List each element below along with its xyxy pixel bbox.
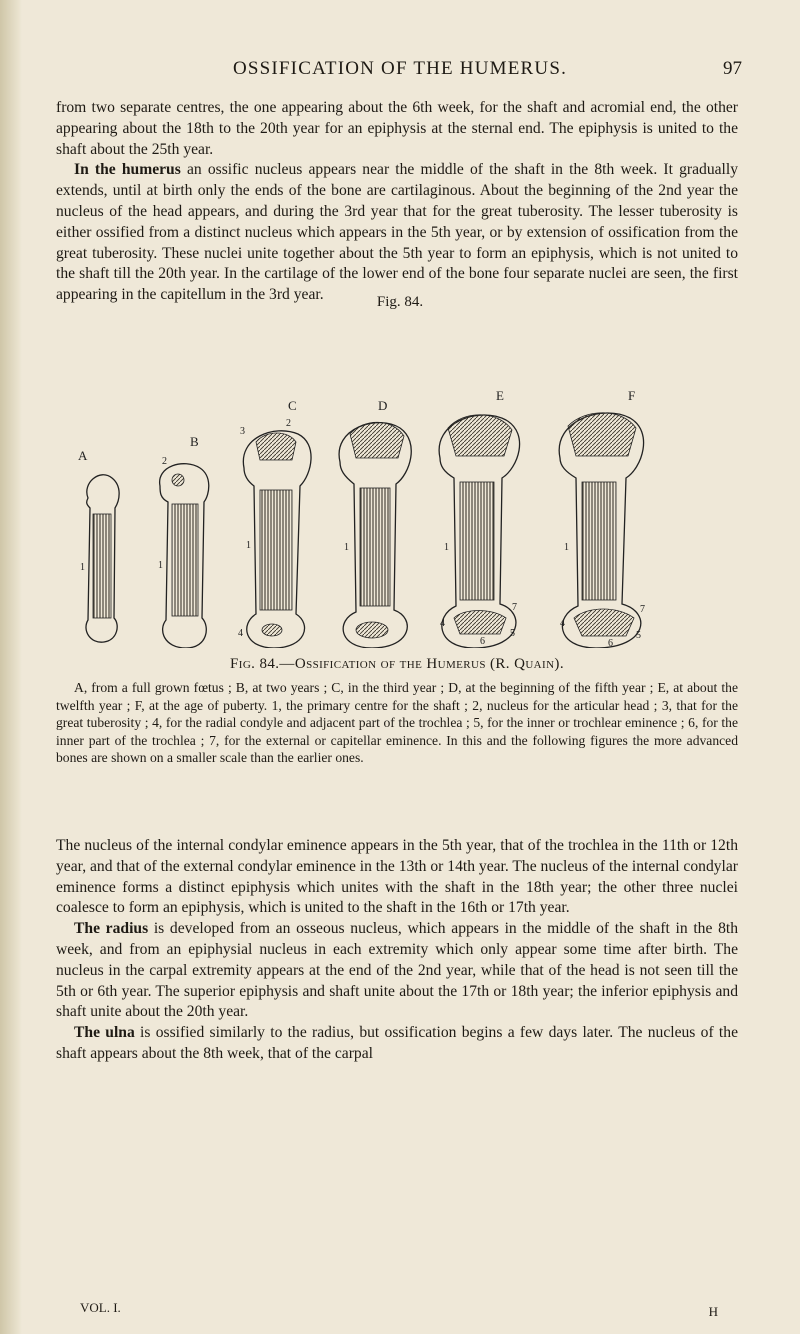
label-a-1: 1	[80, 562, 85, 573]
label-f-4: 4	[560, 618, 565, 629]
label-e-6: 6	[480, 636, 485, 647]
bone-c	[238, 398, 311, 648]
label-e: E	[496, 388, 504, 403]
running-head	[0, 58, 800, 88]
humerus-ossification-illustration	[60, 318, 740, 648]
page-binding-edge	[0, 0, 22, 1334]
paragraph	[56, 160, 738, 306]
caption-title: Fig. 84.—Ossification of the Humerus (R. Quain).	[230, 656, 564, 672]
label-c-2: 2	[286, 418, 291, 429]
running-title: OSSIFICATION OF THE HUMERUS.	[232, 58, 568, 79]
label-e-5: 5	[510, 628, 515, 639]
paragraph-text: is ossified similarly to the radius, but ossification begins a few days later. The nucleus of the shaft appears about the 8th week, that of the carpal	[56, 1024, 738, 1062]
label-d: D	[378, 398, 388, 413]
label-a: A	[78, 448, 88, 463]
figure-label: Fig. 84.	[376, 294, 424, 310]
figure-illustration	[60, 318, 740, 648]
bone-e	[439, 388, 519, 648]
label-c-1: 1	[246, 540, 251, 551]
label-e-7: 7	[512, 602, 517, 613]
label-e-4: 4	[440, 618, 445, 629]
section-term: The radius	[74, 920, 149, 938]
label-f-5: 5	[636, 630, 641, 641]
paragraph	[56, 919, 738, 1023]
signature-mark: H	[708, 1304, 718, 1319]
section-term: In the humerus	[74, 161, 181, 179]
label-b-1: 1	[158, 560, 163, 571]
paragraph: from two separate centres, the one appearing about the 6th week, for the shaft and acromial end, the other appearing about the 18th to the 20th year for an epiphysis at the sternal end. The epiphysis is united to the shaft about the 25th year.	[56, 99, 738, 158]
bone-b	[158, 434, 209, 648]
label-b-2: 2	[162, 456, 167, 467]
bone-a	[78, 448, 119, 642]
label-f-1: 1	[564, 542, 569, 553]
label-c-3: 3	[240, 426, 245, 437]
paragraph-text: an ossific nucleus appears near the middle of the shaft in the 8th week. It gradually extends, until at birth only the ends of the bone are cartilaginous. About the beginning of the 2nd year the nucleus of the head appears, and during the 3rd year that for the great tuberosity. The lesser tuberosity is either ossified from a distinct nucleus which appears in the 5th year, or by extension of ossification from the great tuberosity. These nuclei unite together about the 5th year to form an epiphysis, which is not united to the shaft till the 20th year. In the cartilage of the lower end of the bone four separate nuclei are seen, the first appearing in the capitellum in the 3rd year.	[56, 161, 738, 304]
label-e-1: 1	[444, 542, 449, 553]
paragraph: The nucleus of the internal condylar eminence appears in the 5th year, that of the trochlea in the 11th or 12th year, and that of the external condylar eminence in the 13th or 14th year. The nucleus of the internal condylar eminence forms a distinct epiphysis which unites with the shaft in the 18th year; the other three nuclei coalesce to form an epiphysis, which is united to the shaft in the 16th or 17th year.	[56, 837, 738, 917]
bone-d	[339, 398, 411, 648]
label-f-7: 7	[640, 604, 645, 615]
label-f-6: 6	[608, 638, 613, 648]
paragraph-text: is developed from an osseous nucleus, which appears in the middle of the shaft in the 8th week, and from an epiphysial nucleus in each extremity which only appear some time after birth. The nucleus in the carpal extremity appears at the end of the 2nd year, while that of the head is not seen till the 5th or 6th year. The superior epiphysis and shaft unite about the 17th or 18th year; the inferior epiphysis and shaft unite about the 20th year.	[56, 920, 739, 1021]
label-b: B	[190, 434, 199, 449]
page-footer	[56, 1300, 738, 1324]
page-number: 97	[723, 58, 742, 79]
label-d-1: 1	[344, 542, 349, 553]
label-c: C	[288, 398, 297, 413]
continuation-text	[56, 836, 738, 1065]
intro-text	[56, 98, 738, 306]
bone-f	[559, 388, 645, 648]
figure-caption	[56, 656, 738, 766]
label-f: F	[628, 388, 636, 403]
caption-text: A, from a full grown fœtus ; B, at two years ; C, in the third year ; D, at the beginning of the fifth year ; E, at about the twelfth year ; F, at the age of puberty. 1, the primary centre for the shaft ; 2, nucleus for the articular head ; 3, that for the great tuberosity ; 4, for the radial condyle and adjacent part of the trochlea ; 5, for the inner or trochlear eminence ; 6, for the inner part of the trochlea ; 7, for the external or capitellar eminence. In this and the following figures the more advanced bones are shown on a smaller scale than the earlier ones.	[56, 680, 738, 766]
paragraph	[56, 1023, 738, 1065]
volume-mark: VOL. I.	[80, 1300, 121, 1315]
section-term: The ulna	[74, 1024, 135, 1042]
label-c-4: 4	[238, 628, 243, 639]
